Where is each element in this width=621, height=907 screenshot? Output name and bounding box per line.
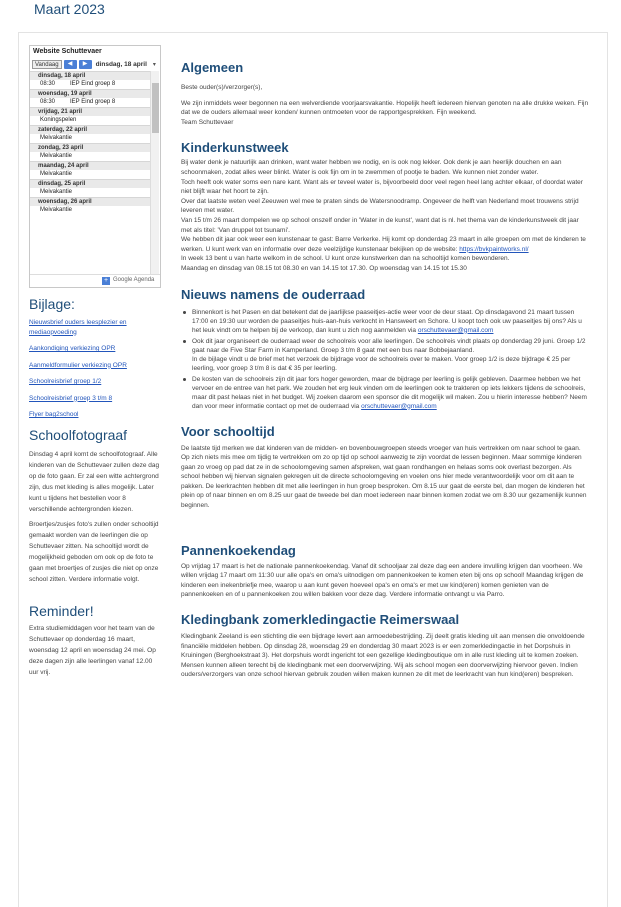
schoolfotograaf-text-1: Dinsdag 4 april komt de schoolfotograaf. Alle kinderen van de Schuttevaer zullen deze dag op de foto gaan. Er zal een witte achtergrond zijn, dus met kleding is alles mogelijk. Later kunt u tijdens het bestellen voor 8 verschillende achtergronden kiezen.: [29, 450, 160, 513]
list-item-text: Binnenkort is het Pasen en dat betekent dat de jaarlijkse paaseitjes-actie weer voor de deur staat. Op dinsdagavond 21 maart tussen 17:00 en 19:30 uur worden de paaseitjes huis-aan-huis verkocht in Hansweert en Schore. U koopt toch ook uw paaseitjes bij ons? Als u het leuk vindt om te helpen bij de verkoop, dan kunt u zich nog aanmelden via: [192, 308, 582, 334]
agenda-day: woensdag, 19 april: [30, 89, 152, 98]
kledingbank-body: Kledingbank Zeeland is een stichting die een bijdrage levert aan armoedebestrijding. Zij deelt gratis kleding uit aan mensen die onvoldoende financiële middelen hebben. Op dinsdag 28, woensdag 29 en donderdag 30 maart 2023 is er een zomerkledingactie in het Dorpshuis in Kruiningen (Berghoekstraat 3). Het dorpshuis wordt ingericht tot een gezellige kledingboutique om in alle rust kleding uit te komen zoeken. Mensen kunnen alleen terecht bij de kledingbank met een doorverwijzing. Wij als school mogen een doorverwijzing hiervoor geven. Indien ouders/verzorgers van onze school hiervan gebruik zouden willen maken kunnen ze dit met de leerkracht van hun kind(eren) bespreken.: [181, 633, 585, 679]
event-time: 08:30: [40, 81, 56, 87]
agenda-event[interactable]: [30, 170, 152, 179]
event-title: Meivakantie: [40, 189, 73, 195]
dropdown-arrow-icon[interactable]: ▾: [152, 61, 156, 68]
attachment-link[interactable]: Aankondiging verkiezing OPR: [29, 345, 116, 352]
newsletter-month: Maart 2023: [34, 1, 105, 17]
attachment-links: [29, 318, 161, 420]
calendar-widget: [29, 45, 161, 288]
kledingbank-heading: Kledingbank zomerkledingactie Reimerswaal: [181, 612, 460, 628]
add-calendar-icon[interactable]: +: [103, 277, 109, 284]
list-item-text: De kosten van de schoolreis zijn dit jaar fors hoger geworden, maar de bijdrage per leerling is gelijk gebleven. Daarmee hebben we het vervoer en de entree van het park. We zouden het erg leuk vinden om de leerlingen ook te trakteren op iets lekkers tijdens de schoolreis, maar dit past helaas niet in het budget. Wij zoeken daarom een sponsor die dit mogelijk wil maken. Zou u hierin interesse hebben? Neem dan voor meer informatie contact op met de ouderraad via: [192, 375, 587, 410]
event-title: Meivakantie: [40, 171, 73, 177]
kinderkunstweek-p5: [181, 235, 589, 254]
attachment-link[interactable]: Flyer bag2school: [29, 411, 79, 418]
attachment-link[interactable]: Schoolreisbrief groep 1/2: [29, 378, 102, 385]
event-title: Koningspelen: [40, 117, 77, 123]
list-item: [181, 375, 589, 411]
pannenkoek-body: Op vrijdag 17 maart is het de nationale pannenkoekendag. Vanaf dit schooljaar zal deze dag een andere invulling krijgen dan voorheen. We willen vrijdag 17 maart om 11:30 uur alle opa's en oma's uitnodigen om pannenkoeken te komen eten bij ons op school! Maandag krijgen de kinderen een inekenbriefje mee, waarop u aan kunt geven hoeveel opa's en oma's er met uw kind(eren) komen genieten van de pannenkoeken en of u pannenkoeken zou willen bakken voor deze dag. Verdere informatie ontvangt u via Parro.: [181, 562, 584, 599]
algemeen-body: We zijn inmiddels weer begonnen na een welverdiende voorjaarsvakantie. Hopelijk heeft iedereen hiervan genoten na alle drukke weken. Fijn dat we de ouders allemaal weer konden/ kunnen ontmoeten voor de rapportgesprekken. Fijn weekend.: [181, 99, 589, 117]
algemeen-heading: Algemeen: [181, 60, 244, 75]
agenda-event[interactable]: [30, 116, 152, 125]
ouderraad-list: [181, 308, 589, 411]
algemeen-greeting: Beste ouder(s)/verzorger(s),: [181, 84, 263, 91]
event-title: IEP Eind groep 8: [70, 81, 116, 87]
kinderkunstweek-heading: Kinderkunstweek: [181, 140, 289, 156]
ouderraad-heading: Nieuws namens de ouderraad: [181, 286, 366, 302]
agenda-day: zaterdag, 22 april: [30, 125, 152, 134]
kinderkunstweek-p3: Over dat laatste weten veel Zeeuwen wel mee te praten sinds de Watersnoodramp. Ongeveer de helft van Nederland moet trouwens strijd leveren met water.: [181, 197, 579, 215]
agenda-day: woensdag, 26 april: [30, 197, 152, 206]
algemeen-sign: Team Schuttevaer: [181, 118, 234, 126]
schooltijd-heading: Voor schooltijd: [181, 423, 275, 439]
kinderkunstweek-p4: Van 15 t/m 26 maart dompelen we op school onszelf onder in 'Water in de kunst', want dat is nl. het thema van de kinderkunstweek dit jaar met als titel: 'Van druppel tot tsunami'.: [181, 216, 579, 234]
agenda-event[interactable]: [30, 134, 152, 143]
prev-arrow-icon[interactable]: ◀: [64, 60, 77, 69]
event-title: Meivakantie: [40, 207, 73, 213]
today-button[interactable]: Vandaag: [32, 60, 62, 69]
event-title: Meivakantie: [40, 135, 73, 141]
kinderkunstweek-p2: Toch heeft ook water soms een nare kant. Want als er teveel water is, bijvoorbeeld door veel regen heel lang achter elkaar, of doordat water niet blijft waar het hoort te zijn.: [181, 178, 583, 196]
agenda-day: dinsdag, 18 april: [30, 71, 152, 80]
pannenkoek-heading: Pannenkoekendag: [181, 542, 296, 558]
reminder-heading: Reminder!: [29, 602, 94, 619]
scrollbar-thumb[interactable]: [152, 83, 159, 133]
agenda-event[interactable]: [30, 188, 152, 197]
agenda-event[interactable]: [30, 80, 152, 89]
agenda-list: [30, 71, 152, 275]
event-time: 08:30: [40, 99, 56, 105]
next-arrow-icon[interactable]: ▶: [79, 60, 92, 69]
agenda-day: dinsdag, 25 april: [30, 179, 152, 188]
kinderkunstweek-p7: Maandag en dinsdag van 08.15 tot 08.30 en van 14.15 tot 17.30. Op woensdag van 14.15 tot 15.30: [181, 264, 467, 272]
schoolfotograaf-text-2: Broertjes/zusjes foto's zullen onder schooltijd gemaakt worden van de leerlingen die op Schuttevaer zitten. Na schooltijd wordt de mogelijkheid geboden om ook op de foto te gaan met broertjes of zusjes die niet op onze school zitten. Verdere informatie volgt.: [29, 520, 159, 583]
calendar-current-date: dinsdag, 18 april: [95, 60, 147, 68]
kinderkunstweek-p5-text: We hebben dit jaar ook weer een kunstenaar te gast: Barre Verkerke. Hij komt op donderdag 23 maart in alle groepen om met de kinderen te werken. U kunt werk van en informatie over deze veelzijdige kunstenaar bekijken op de website:: [181, 236, 586, 253]
agenda-day: zondag, 23 april: [30, 143, 152, 152]
calendar-nav: [30, 58, 160, 70]
agenda-event[interactable]: [30, 206, 152, 215]
left-column: [29, 45, 161, 678]
email-link[interactable]: orschuttevaer@gmail.com: [417, 326, 494, 334]
attachment-link[interactable]: Aanmeldformulier verkiezing OPR: [29, 361, 127, 369]
event-title: Meivakantie: [40, 153, 73, 159]
list-item-text: Ook dit jaar organiseert de ouderraad weer de schoolreis voor alle leerlingen. De schoolreis vindt plaats op donderdag 29 juni. Groep 1/2 gaat naar de Five Star Farm in Kamperland. Groep 3 t/m 8 gaat met een bus naar Bobbejaanland.: [192, 337, 586, 354]
event-title: IEP Eind groep 8: [70, 99, 116, 105]
kunstenaar-website-link[interactable]: https://bvkpaintworks.nl/: [459, 245, 529, 253]
list-item: [181, 337, 589, 373]
attachment-link[interactable]: Nieuwsbrief ouders leesplezier en mediaopvoeding: [29, 319, 127, 336]
agenda-event[interactable]: [30, 98, 152, 107]
agenda-day: maandag, 24 april: [30, 161, 152, 170]
agenda-day: vrijdag, 21 april: [30, 107, 152, 116]
top-bar: [0, 0, 621, 20]
calendar-title: Website Schuttevaer: [33, 48, 102, 55]
list-item-extra: In de bijlage vindt u de brief met het verzoek de bijdrage voor de schoolreis over te maken. Voor groep 1/2 is deze bijdrage € 25 per leerling, voor groep 3 t/m 8 is dat € 35 per leerling.: [192, 355, 571, 372]
calendar-footer: [30, 274, 160, 287]
email-link[interactable]: orschuttevaer@gmail.com: [361, 402, 437, 410]
google-agenda-label[interactable]: Google Agenda: [113, 277, 155, 283]
kinderkunstweek-p6: In week 13 bent u van harte welkom in de school. U kunt onze kunstwerken dan na schooltijd komen bewonderen.: [181, 255, 510, 263]
bijlage-heading: Bijlage:: [29, 296, 75, 312]
reminder-text: Extra studiemiddagen voor het team van de Schuttevaer op donderdag 16 maart, woensdag 12 april en woensdag 24 mei. Op deze dagen zijn alle leerlingen vanaf 12.00 uur vrij.: [29, 624, 156, 676]
agenda-scrollbar[interactable]: [150, 71, 159, 275]
list-item: [181, 308, 589, 335]
schooltijd-body: De laatste tijd merken we dat kinderen van de midden- en bovenbouwgroepen steeds vroeger van huis vertrekken om naar school te gaan. Op zich niets mis mee om tijdig te vertrekken om zo op tijd op school aanwezig te zijn voordat de lessen beginnen. Maar sommige kinderen gaan zo vroeg op pad dat ze in de schoolomgeving samen afspreken, wat gaan rondhangen en helaas soms ook overlast bezorgen. Als school hebben wij hiervan signalen gekregen uit de directe schoolomgeving en voelen ons hier mede verantwoordelijk voor om dit aan te pakken. De leerkrachten hebben dit met alle leerlingen in hun groep besproken. Om 8.15 uur gaat de eerste bel, dan mogen de kinderen het plein op of naar binnen en om 8.25 uur gaat de tweede bel dan moet iedereen naar binnen komen zodat we om 8.30 uur gezamenlijk kunnen beginnen.: [181, 444, 587, 510]
schoolfotograaf-heading: Schoolfotograaf: [29, 426, 128, 443]
main-column: [181, 60, 589, 680]
attachment-link[interactable]: Schoolreisbrief groep 3 t/m 8: [29, 394, 113, 402]
kinderkunstweek-p1: Bij water denk je natuurlijk aan drinken, want water hebben we nodig, en is ook nog lekker. Ook denk je aan heerlijk douchen en aan schoonmaken, zodat alles weer blinkt. Water is ook fijn om in te zwemmen of pootje te baden. We kunnen niet zonder water.: [181, 159, 562, 176]
agenda-event[interactable]: [30, 152, 152, 161]
